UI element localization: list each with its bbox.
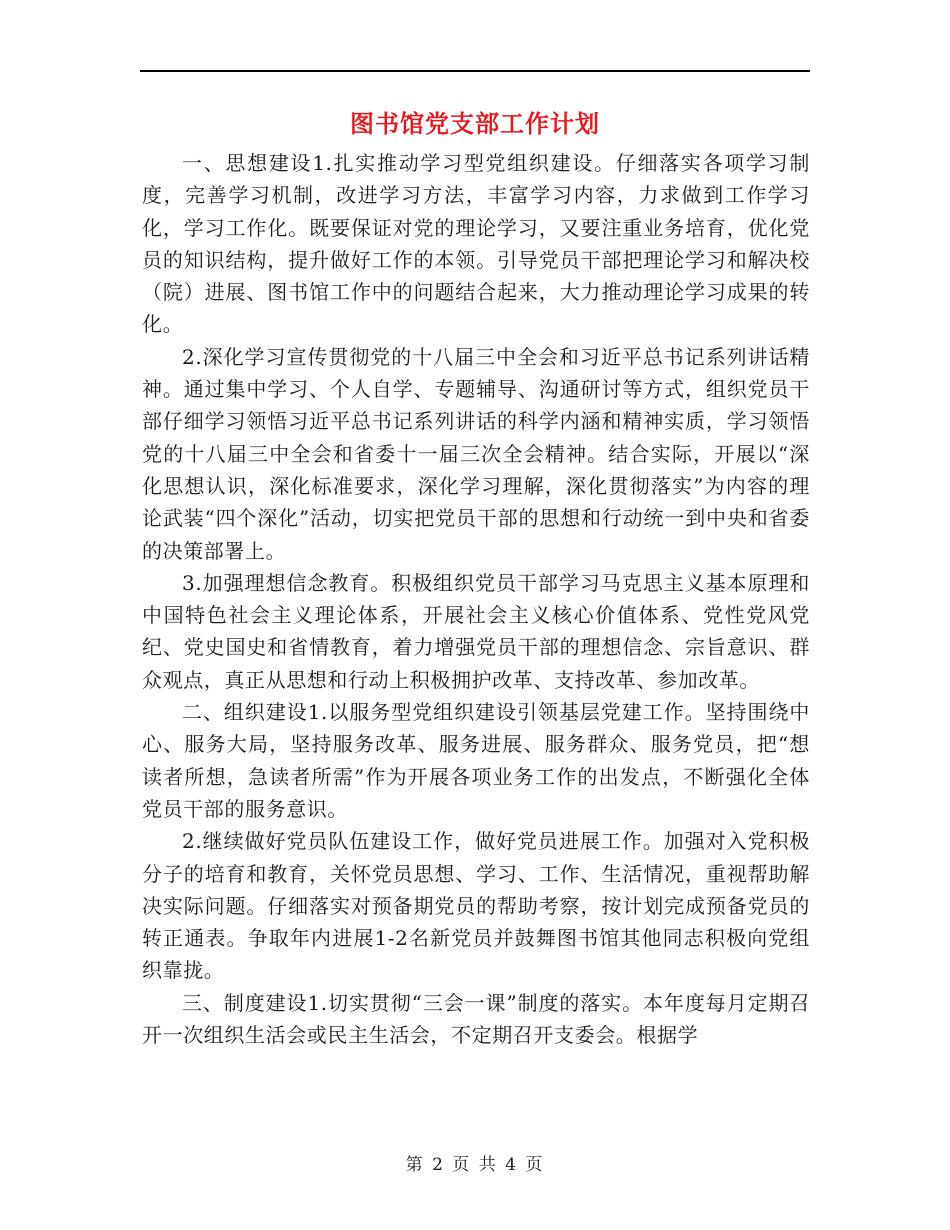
paragraph-system-1: 三、制度建设1.切实贯彻“三会一课”制度的落实。本年度每月定期召开一次组织生活会或民主生活会，不定期召开支委会。根据学 [142, 990, 810, 1048]
document-body [142, 147, 810, 1051]
paragraph-organization-2: 2.继续做好党员队伍建设工作，做好党员进展工作。加强对入党积极分子的培育和教育，关怀党员思想、学习、工作、生活情况，重视帮助解决实际问题。仔细落实对预备期党员的帮助考察，按计划完成预备党员的转正通表。争取年内进展1-2名新党员并鼓舞图书馆其他同志积极向党组织靠拢。 [142, 829, 810, 983]
paragraph-organization-1: 二、组织建设1.以服务型党组织建设引领基层党建工作。坚持围绕中心、服务大局，坚持服务改革、服务进展、服务群众、服务党员，把“想读者所想，急读者所需”作为开展各项业务工作的出发点，不断强化全体党员干部的服务意识。 [142, 700, 810, 821]
page-number: 第 2 页 共 4 页 [405, 1155, 545, 1175]
header-rule [140, 70, 810, 72]
paragraph-ideology-3: 3.加强理想信念教育。积极组织党员干部学习马克思主义基本原理和中国特色社会主义理论体系，开展社会主义核心价值体系、党性党风党纪、党史国史和省情教育，着力增强党员干部的理想信念、宗旨意识、群众观点，真正从思想和行动上积极拥护改革、支持改革、参加改革。 [142, 570, 810, 692]
paragraph-ideology-1: 一、思想建设1.扎实推动学习型党组织建设。仔细落实各项学习制度，完善学习机制，改进学习方法，丰富学习内容，力求做到工作学习化，学习工作化。既要保证对党的理论学习，又要注重业务培育，优化党员的知识结构，提升做好工作的本领。引导党员干部把理论学习和解决校（院）进展、图书馆工作中的问题结合起来，大力推动理论学习成果的转化。 [142, 151, 810, 337]
paragraph-ideology-2: 2.深化学习宣传贯彻党的十八届三中全会和习近平总书记系列讲话精神。通过集中学习、个人自学、专题辅导、沟通研讨等方式，组织党员干部仔细学习领悟习近平总书记系列讲话的科学内涵和精神实质，学习领悟党的十八届三中全会和省委十一届三次全会精神。结合实际，开展以“深化思想认识，深化标准要求，深化学习理解，深化贯彻落实”为内容的理论武装“四个深化”活动，切实把党员干部的思想和行动统一到中央和省委的决策部署上。 [142, 344, 810, 563]
document-title: 图书馆党支部工作计划 [350, 109, 600, 138]
